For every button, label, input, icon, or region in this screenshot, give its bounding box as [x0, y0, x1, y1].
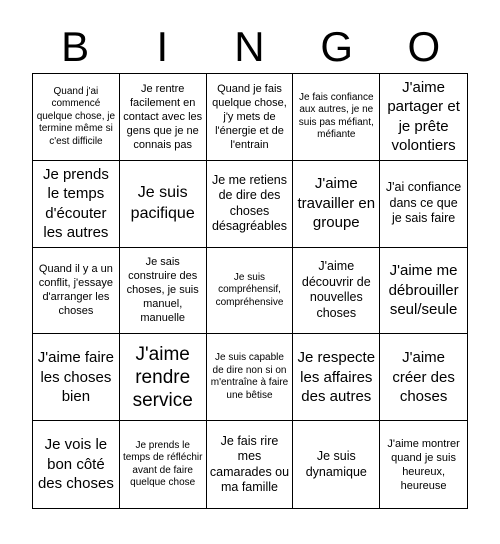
bingo-cell-r2-c3[interactable]: [207, 161, 294, 248]
bingo-cell-r5-c5[interactable]: [380, 421, 467, 508]
bingo-cell-r4-c1[interactable]: [33, 334, 120, 421]
cell-text: Quand il y a un conflit, j'essaye d'arranger les choses: [38, 263, 114, 318]
cell-text: Je suis compréhensif, compréhensive: [215, 271, 284, 308]
bingo-header: [32, 22, 468, 72]
cell-text: J'aime travailler en groupe: [297, 175, 376, 232]
bingo-cell-r1-c2[interactable]: [120, 74, 207, 161]
bingo-cell-r1-c5[interactable]: [380, 74, 467, 161]
bingo-cell-r5-c3[interactable]: [207, 421, 294, 508]
bingo-cell-r2-c5[interactable]: [380, 161, 467, 248]
bingo-cell-r2-c1[interactable]: [33, 161, 120, 248]
bingo-cell-r1-c4[interactable]: [293, 74, 380, 161]
cell-text: J'ai confiance dans ce que je sais faire: [385, 180, 462, 226]
bingo-cell-r2-c4[interactable]: [293, 161, 380, 248]
cell-text: Je suis dynamique: [305, 449, 367, 479]
cell-text: Je sais construire des choses, je suis manuel, manuelle: [126, 256, 199, 325]
bingo-cell-r5-c1[interactable]: [33, 421, 120, 508]
cell-text: J'aime me débrouiller seul/seule: [388, 262, 459, 319]
bingo-cell-r2-c2[interactable]: [120, 161, 207, 248]
bingo-cell-r3-c2[interactable]: [120, 248, 207, 335]
cell-text: J'aime faire les choses bien: [37, 349, 115, 406]
bingo-cell-r3-c1[interactable]: [33, 248, 120, 335]
bingo-cell-r4-c3[interactable]: [207, 334, 294, 421]
cell-text: Je fais confiance aux autres, je ne suis pas méfiant, méfiante: [298, 91, 374, 141]
cell-text: Je respecte les affaires des autres: [297, 349, 376, 406]
cell-text: J'aime rendre service: [132, 343, 193, 411]
bingo-cell-r4-c5[interactable]: [380, 334, 467, 421]
bingo-cell-r1-c1[interactable]: [33, 74, 120, 161]
bingo-grid: [32, 73, 468, 509]
cell-text: J'aime créer des choses: [392, 349, 455, 406]
bingo-cell-r3-c4[interactable]: [293, 248, 380, 335]
cell-text: Je me retiens de dire des choses désagréables: [211, 172, 288, 234]
cell-text: Je prends le temps de réfléchir avant de faire quelque chose: [122, 439, 203, 489]
header-letter-b: B: [61, 23, 91, 70]
bingo-cell-r1-c3[interactable]: [207, 74, 294, 161]
bingo-cell-r3-c3[interactable]: [207, 248, 294, 335]
bingo-cell-r4-c2[interactable]: [120, 334, 207, 421]
cell-text: Quand j'ai commencé quelque chose, je termine même si c'est difficile: [36, 85, 116, 147]
header-letter-n: N: [234, 23, 266, 70]
cell-text: Je rentre facilement en contact avec les gens que je ne connais pas: [123, 82, 203, 151]
bingo-cell-r5-c2[interactable]: [120, 421, 207, 508]
header-letter-g: G: [320, 23, 354, 70]
bingo-cell-r5-c4[interactable]: [293, 421, 380, 508]
cell-text: J'aime partager et je prête volontiers: [387, 78, 460, 155]
cell-text: Je fais rire mes camarades ou ma famille: [209, 433, 290, 495]
cell-text: J'aime montrer quand je suis heureux, heureuse: [387, 437, 460, 492]
header-letter-i: I: [156, 23, 170, 70]
header-letter-o: O: [407, 23, 442, 70]
cell-text: Je suis pacifique: [130, 184, 195, 222]
bingo-cell-r4-c4[interactable]: [293, 334, 380, 421]
cell-text: Quand je fais quelque chose, j'y mets de l'énergie et de l'entrain: [212, 82, 287, 151]
cell-text: Je prends le temps d'écouter les autres: [42, 165, 109, 242]
cell-text: Je suis capable de dire non si on m'entraîne à faire une bêtise: [210, 352, 289, 401]
cell-text: J'aime découvrir de nouvelles choses: [301, 259, 371, 320]
bingo-cell-r3-c5[interactable]: [380, 248, 467, 335]
cell-text: Je vois le bon côté des choses: [37, 436, 114, 493]
